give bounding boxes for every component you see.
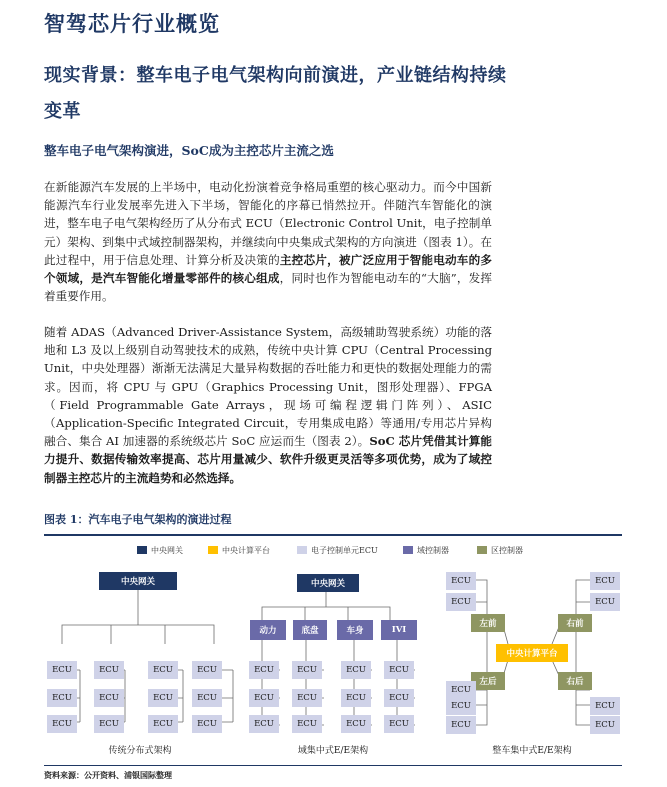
domain-controller-ivi: IVI [381,620,417,640]
central-compute-platform: 中央计算平台 [496,644,568,662]
ecu-box: ECU [384,715,414,733]
legend-label: 区控制器 [491,545,523,555]
zone-controller-rear-right: 右后 [558,672,592,690]
diagram-label-distributed: 传统分布式架构 [108,746,172,756]
ecu-box: ECU [341,689,371,707]
p1-text-c: ，同时也作为智能电动车的“大脑”，发挥着重要作用。 [44,271,492,304]
ecu-box: ECU [590,716,620,734]
ecu-box: ECU [249,661,279,679]
domain-controller-chassis: 底盘 [293,620,327,640]
ecu-box: ECU [249,689,279,707]
ecu-box: ECU [341,661,371,679]
zone-controller-front-left: 左前 [471,614,505,632]
report-subtitle: 现实背景：整车电子电气架构向前演进，产业链结构持续变革 [44,65,507,122]
ecu-box: ECU [292,689,322,707]
ecu-box: ECU [47,715,77,733]
p1-bold-2: ，被广泛应用于智能电动车的多个领域，是汽车智能化增量零部件的核心组成 [44,252,492,286]
ecu-box: ECU [590,593,620,611]
ecu-box: ECU [148,715,178,733]
source-note: 资料来源：公开资料、浦银国际整理 [44,770,172,780]
ecu-box: ECU [446,593,476,611]
ecu-box: ECU [590,572,620,590]
p2-text-a: 随着 ADAS（Advanced Driver-Assistance System，高级辅助驾驶系统）功能的落地和 L3 及以上级别自动驾驶技术的成熟，传统中央计算 CPU（Central Processing Unit，中央处理器）渐渐无法满足大量异构数据的吞吐能力和更快的数据处理能力的需求。因而，将 CPU 与 GPU（Graphics Processing Unit，图形处理器）、FPGA（Field Programmable Gate Arrays，现场可编程逻辑门阵列）、ASIC（Application-Specific Integrated Circuit，专用集成电路）等通用/专用芯片异构融合、集合 AI 加速器的系统级芯片 SoC 应运而生（图表 2）。 [44,325,492,449]
ecu-box: ECU [249,715,279,733]
ecu-box: ECU [192,715,222,733]
ecu-box: ECU [94,715,124,733]
legend-label: 域控制器 [417,545,449,555]
ecu-box: ECU [384,661,414,679]
ecu-box: ECU [94,689,124,707]
ecu-box: ECU [446,681,476,699]
domain-controller-body: 车身 [337,620,373,640]
ecu-box: ECU [446,716,476,734]
ecu-box: ECU [446,697,476,715]
legend-label: 中央计算平台 [222,545,270,555]
legend-label: 中央网关 [151,545,183,555]
domain-controller-power: 动力 [250,620,286,640]
ecu-box: ECU [384,689,414,707]
ecu-box: ECU [192,661,222,679]
figure-caption: 图表 1：汽车电子电气架构的演进过程 [44,513,232,526]
ecu-box: ECU [341,715,371,733]
ecu-box: ECU [94,661,124,679]
report-title: 智驾芯片行业概览 [44,11,220,36]
section-heading: 整车电子电气架构演进，SoC成为主控芯片主流之选 [44,143,334,158]
p1-bold-1: 主控芯片 [279,252,328,267]
ecu-box: ECU [148,661,178,679]
ecu-box: ECU [446,572,476,590]
ecu-box: ECU [47,661,77,679]
ecu-box: ECU [292,661,322,679]
ecu-box: ECU [590,697,620,715]
central-gateway-1: 中央网关 [99,572,177,590]
legend-label: 电子控制单元ECU [311,545,378,555]
zone-controller-rear-left: 左后 [471,672,505,690]
p1-text-a: 在新能源汽车发展的上半场中，电动化扮演着竞争格局重塑的核心驱动力。而今中国新能源汽车行业发展率先进入下半场，智能化的序幕已悄然拉开。伴随汽车智能化的演进，整车电子电气架构经历了从分布式 ECU（Electronic Control Unit，电子控制单元）架构、到集中式域控制器架构，并继续向中央集成式架构的方向演进（图表 1）。在此过程中，用于信息处理、计算分析及决策的 [44,180,492,267]
ecu-box: ECU [47,689,77,707]
diagram-label-domain: 域集中式E/E架构 [297,746,369,756]
ecu-box: ECU [192,689,222,707]
central-gateway-2: 中央网关 [297,574,359,592]
ecu-box: ECU [148,689,178,707]
ecu-box: ECU [292,715,322,733]
zone-controller-front-right: 右前 [558,614,592,632]
p2-bold: SoC 芯片凭借其计算能力提升、数据传输效率提高、芯片用量减少、软件升级更灵活等多项优势，成为了域控制器主控芯片的主流趋势和必然选择。 [44,434,492,485]
diagram-label-vehicle: 整车集中式E/E架构 [492,746,572,756]
source-rule [44,765,622,766]
